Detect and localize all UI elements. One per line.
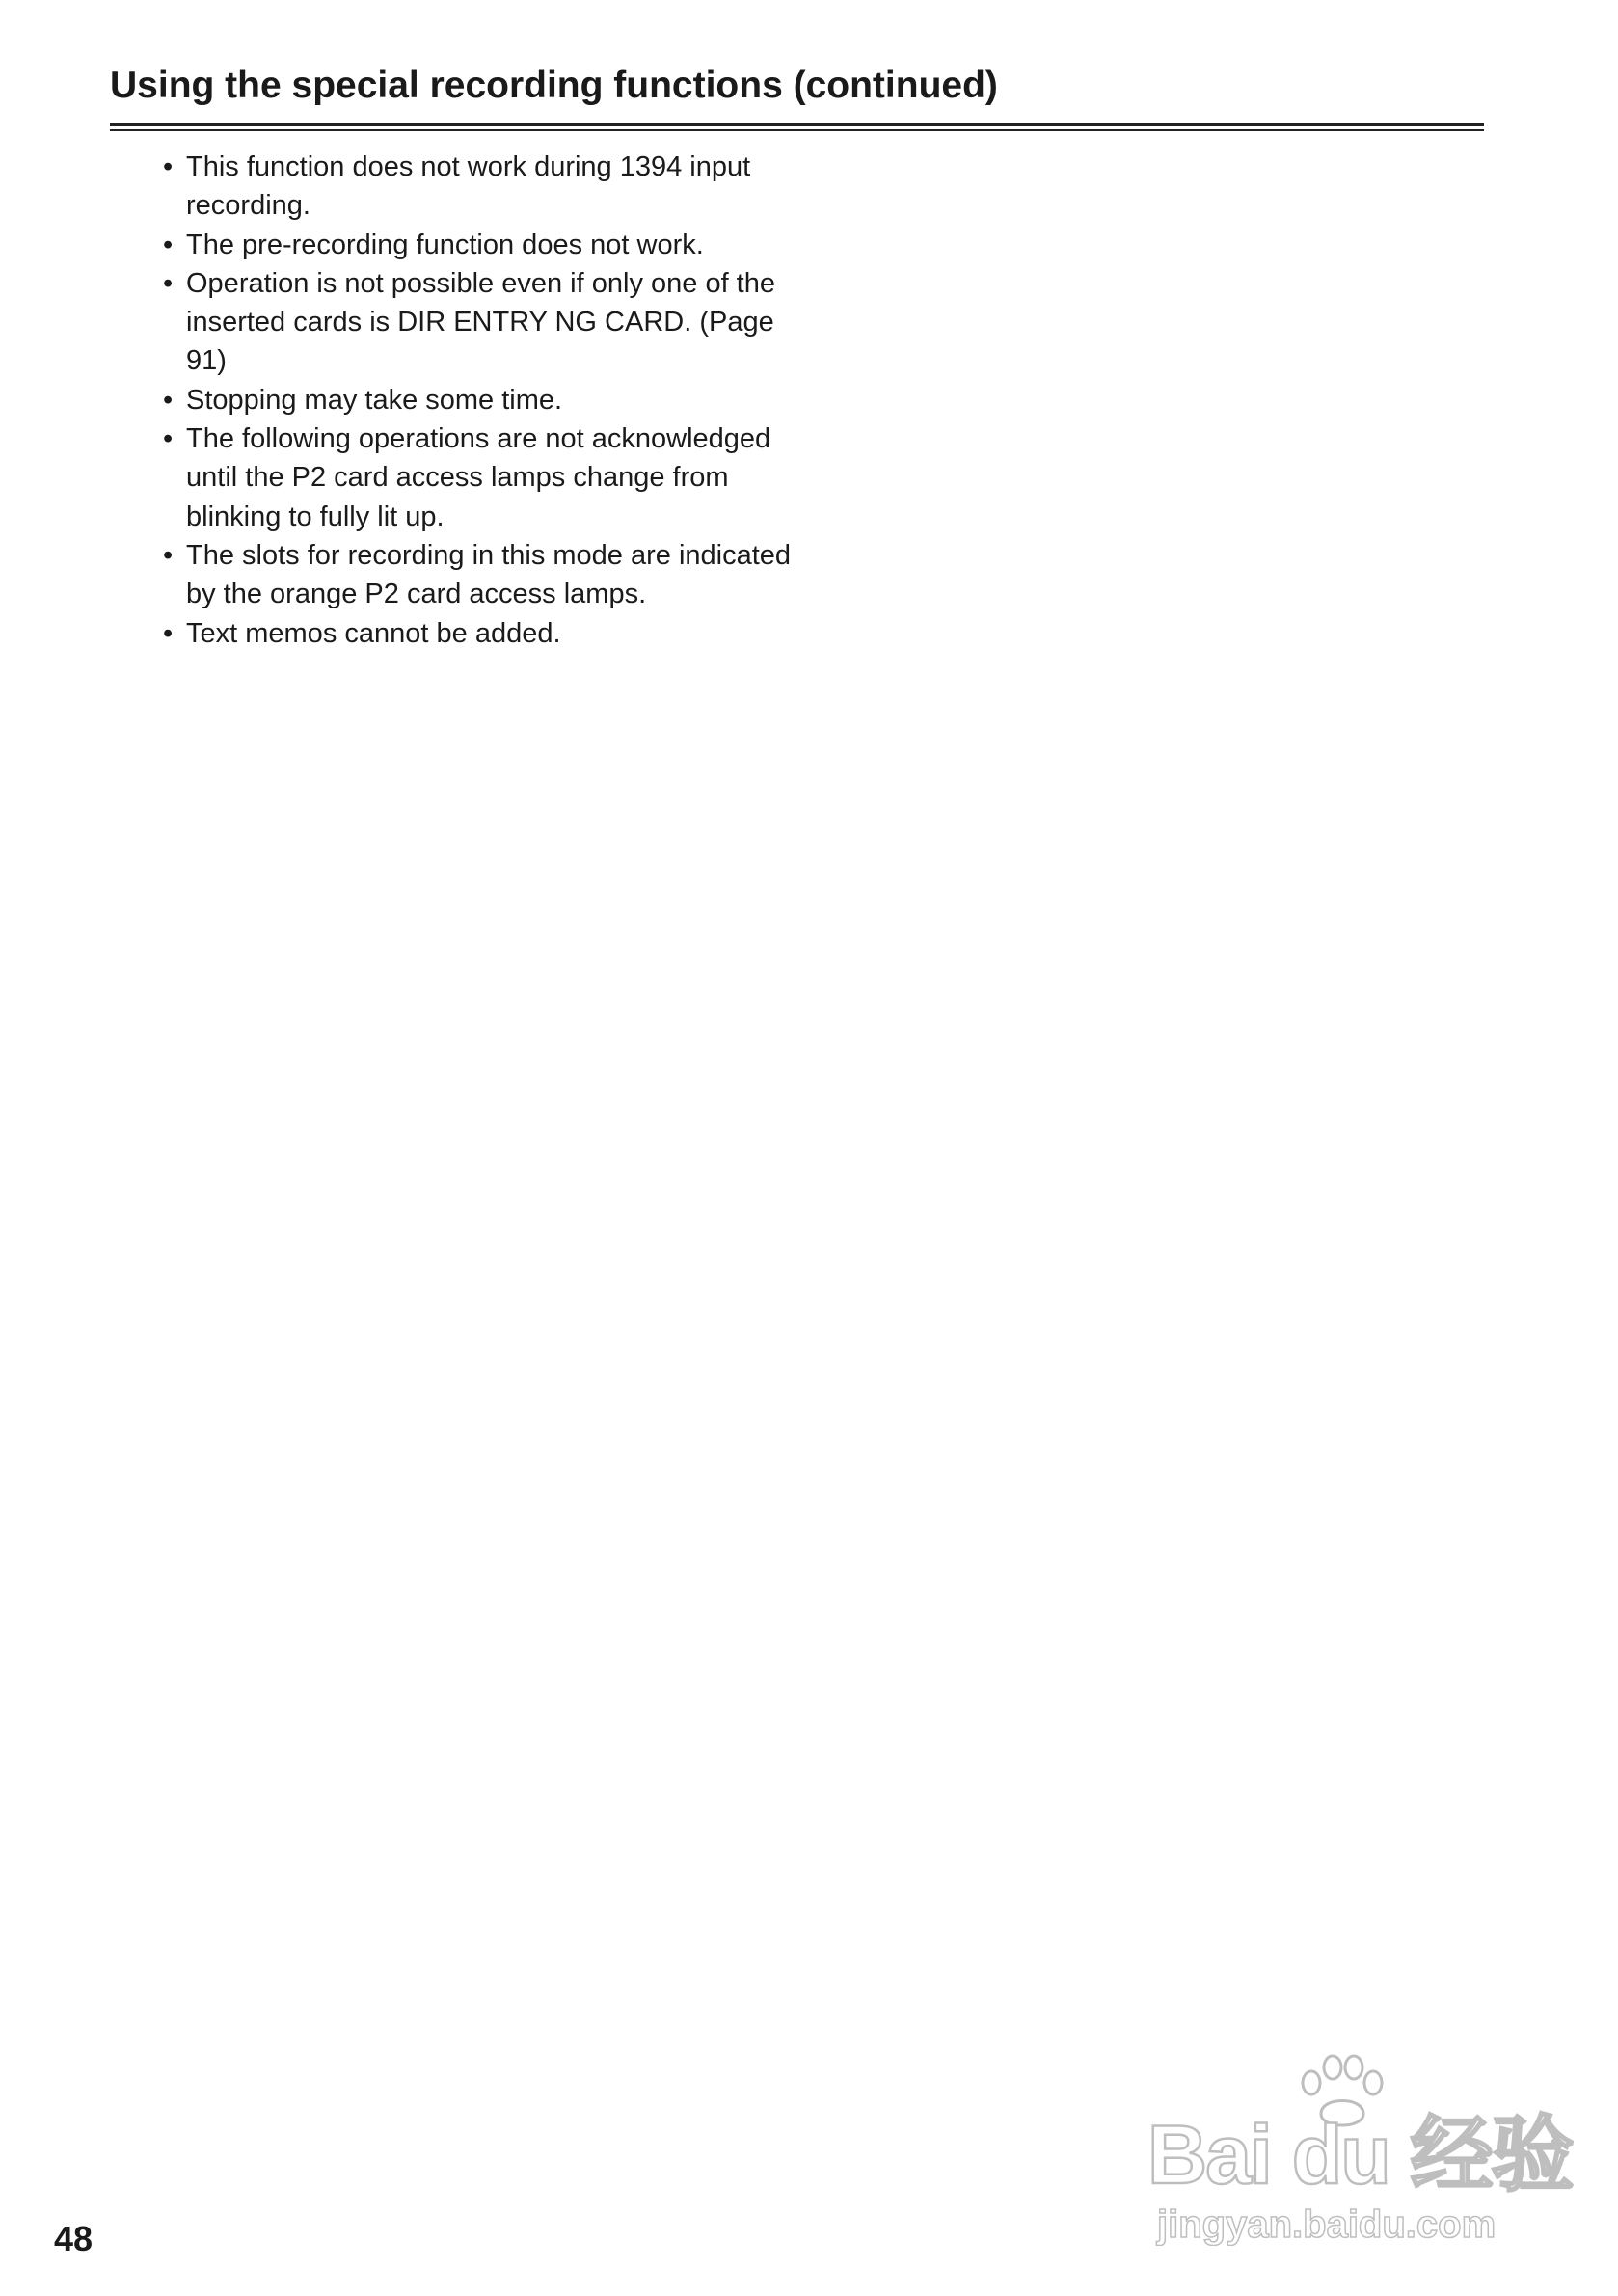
bullet-icon: • bbox=[163, 229, 174, 260]
note-text: The pre-recording function does not work. bbox=[186, 229, 704, 260]
note-item bbox=[161, 536, 797, 614]
watermark-logo bbox=[1147, 2054, 1573, 2247]
page-header bbox=[110, 60, 1484, 112]
bullet-icon: • bbox=[163, 423, 174, 455]
bullet-icon: • bbox=[163, 151, 174, 182]
note-item bbox=[161, 148, 797, 226]
watermark-url: jingyan.baidu.com bbox=[1157, 2203, 1497, 2246]
bullet-icon: • bbox=[163, 384, 174, 416]
watermark-brand: Bai du 经验 bbox=[1147, 2109, 1573, 2201]
section-title: Using the special recording functions (continued) bbox=[110, 65, 998, 106]
note-text: This function does not work during 1394 input recording. bbox=[186, 151, 751, 222]
page-number: 48 bbox=[54, 2219, 94, 2258]
title-rule-secondary bbox=[110, 129, 1484, 131]
note-text: Text memos cannot be added. bbox=[186, 617, 561, 649]
notes-list bbox=[161, 148, 797, 653]
note-text: Operation is not possible even if only one of the inserted cards is DIR ENTRY NG CARD. (Page 91) bbox=[186, 267, 775, 377]
note-text: The slots for recording in this mode are indicated by the orange P2 card access lamps. bbox=[186, 539, 792, 610]
title-rule bbox=[110, 123, 1484, 126]
bullet-icon: • bbox=[163, 617, 174, 649]
note-item bbox=[161, 381, 797, 419]
note-item bbox=[161, 419, 797, 536]
bullet-icon: • bbox=[163, 267, 174, 299]
note-item bbox=[161, 614, 797, 653]
note-item bbox=[161, 226, 797, 264]
note-text: Stopping may take some time. bbox=[186, 384, 563, 416]
note-text: The following operations are not acknowledged until the P2 card access lamps change from blinking to fully lit up. bbox=[186, 423, 771, 532]
bullet-icon: • bbox=[163, 539, 174, 571]
note-item bbox=[161, 264, 797, 381]
